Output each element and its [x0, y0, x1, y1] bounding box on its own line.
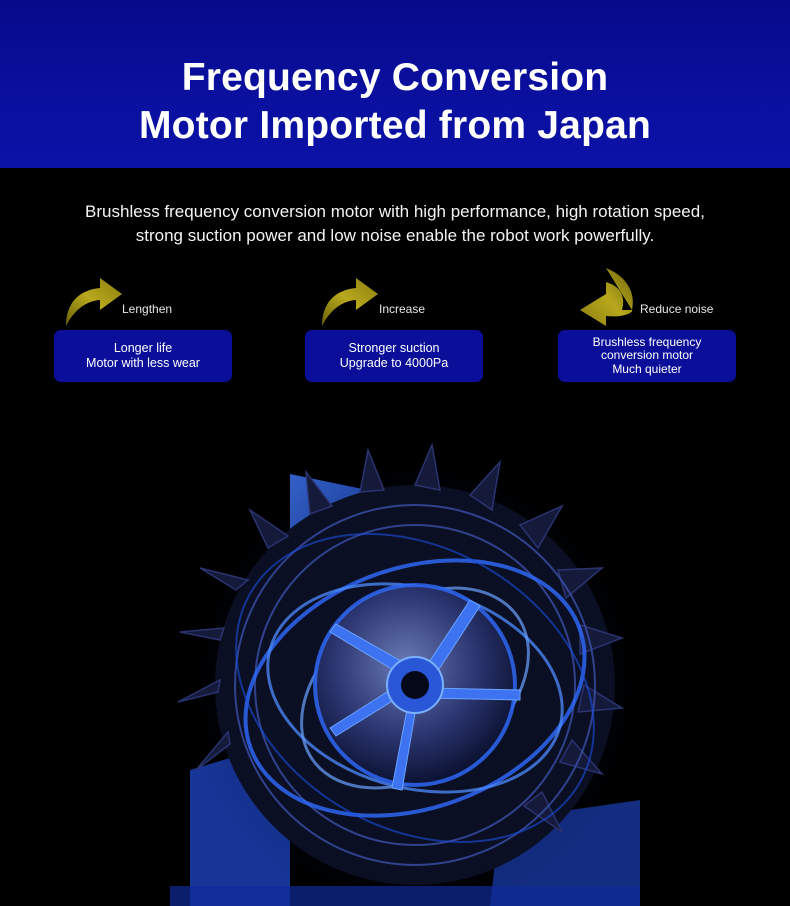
- feature-box-line: conversion motor: [600, 348, 694, 363]
- feature-box-line: Upgrade to 4000Pa: [339, 356, 449, 370]
- description-line2: strong suction power and low noise enable the robot work powerfully.: [135, 226, 655, 245]
- feature-label-increase: Increase: [379, 302, 426, 316]
- feature-label-reduce-noise: Reduce noise: [640, 302, 714, 316]
- feature-box-line: Longer life: [113, 341, 173, 355]
- feature-box-line: Brushless frequency: [592, 334, 702, 349]
- feature-box-line: Much quieter: [612, 361, 682, 376]
- feature-box-stronger-suction: [305, 330, 483, 382]
- feature-label-lengthen: Lengthen: [122, 302, 173, 316]
- feature-box-line: Motor with less wear: [86, 356, 200, 370]
- feature-box-brushless-motor: [558, 330, 736, 382]
- description-line1: Brushless frequency conversion motor with high performance, high rotation speed,: [85, 202, 705, 221]
- page-title-line1: Frequency Conversion: [181, 56, 609, 99]
- curved-arrow-down-left-icon: [576, 266, 642, 328]
- curved-arrow-up-right-icon: [62, 266, 128, 328]
- feature-box-line: Stronger suction: [348, 341, 440, 355]
- motor-fan-illustration: [170, 440, 640, 906]
- curved-arrow-up-right-icon: [318, 266, 384, 328]
- page-title-line2: Motor Imported from Japan: [138, 104, 652, 147]
- feature-box-longer-life: [54, 330, 232, 382]
